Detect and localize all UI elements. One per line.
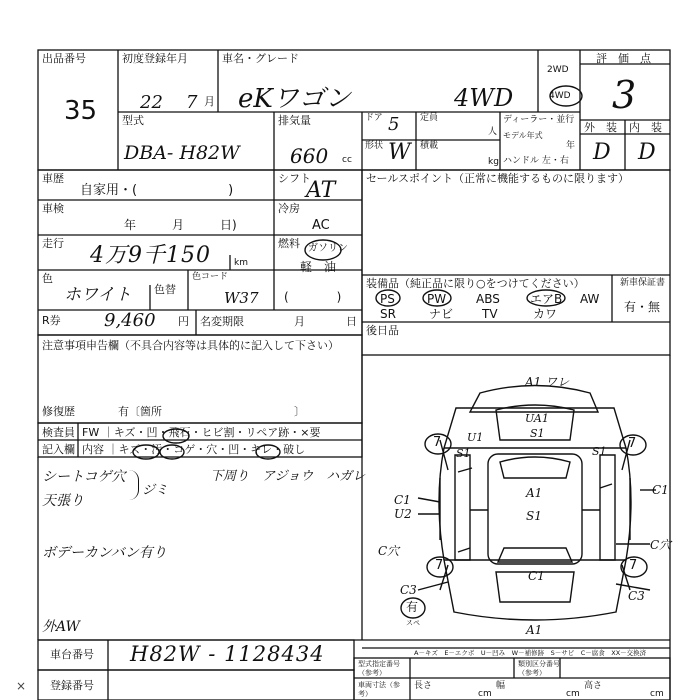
diag-a1-bottom: A1 xyxy=(526,623,543,637)
diag-c3-right: C3 xyxy=(628,589,645,603)
drive-opt-2wd: 2WD xyxy=(547,65,569,75)
shift-value: AT xyxy=(306,178,336,203)
color-code-label: 色コード xyxy=(192,272,229,282)
expiry-month: 月 xyxy=(294,315,305,328)
note-line4: 外AW xyxy=(42,619,80,635)
model-year-label: モデル年式 xyxy=(503,131,543,140)
equip-airbag: エアB xyxy=(530,292,563,306)
color-code-value: W37 xyxy=(224,289,259,307)
note-line1: シートコゲ穴 xyxy=(42,469,126,485)
note-line1b: ジミ xyxy=(142,483,169,498)
repair-value: 有〔箇所 〕 xyxy=(118,405,305,418)
dims-len-unit: cm xyxy=(478,689,492,699)
expiry-label: 名変期限 xyxy=(200,315,244,328)
fuel-light: 軽 油 xyxy=(300,260,337,274)
first-reg-month-unit: 月 xyxy=(204,95,215,108)
repair-label: 修復歴 xyxy=(42,405,75,418)
mileage-unit: km xyxy=(234,258,248,268)
door-label: ドア xyxy=(365,113,383,123)
bracket-mark xyxy=(128,470,139,500)
reg-label: 登録番号 xyxy=(50,679,94,692)
load-label: 積載 xyxy=(420,141,439,151)
expiry-day: 日 xyxy=(346,315,357,328)
warranty-value: 有・無 xyxy=(624,300,661,314)
fuel-paren: ( ) xyxy=(284,290,342,304)
diag-tire-rl: 7 xyxy=(435,558,444,573)
first-reg-month: 7 xyxy=(186,92,198,113)
inspector-label2: 記入欄 xyxy=(42,443,75,456)
car-diagram xyxy=(133,86,656,620)
ext-grade: D xyxy=(593,140,611,165)
r-unit: 円 xyxy=(178,315,189,328)
diag-s1-mid: S1 xyxy=(526,509,542,523)
diag-s1-roof: S1 xyxy=(530,427,545,440)
first-reg-year: 22 xyxy=(140,92,163,113)
dealer-label: ディーラー・並行 xyxy=(503,115,575,125)
shift-label: シフト xyxy=(278,172,311,185)
history-label: 車歴 xyxy=(42,172,64,185)
score-label: 評 価 点 xyxy=(596,52,651,65)
dims-label: 車両寸法（参考） xyxy=(358,681,400,698)
equip-pw: PW xyxy=(427,292,447,306)
type-label: 型式 xyxy=(122,114,144,127)
type-value: DBA- H82W xyxy=(124,142,240,164)
handle-label: ハンドル 左・右 xyxy=(503,156,569,166)
inspect-value: 年 月 日) xyxy=(124,218,237,232)
r-value: 9,460 xyxy=(104,310,156,331)
diag-spare: 有 xyxy=(406,600,419,614)
cap-unit: 人 xyxy=(488,127,498,137)
equip-sr: SR xyxy=(380,307,396,321)
after-label: 後日品 xyxy=(366,324,399,337)
disp-label: 排気量 xyxy=(278,114,311,127)
sales-label: セールスポイント（正常に機能するものに限ります） xyxy=(366,172,630,185)
disp-value: 660 xyxy=(290,144,329,168)
drive-opt-4wd: 4WD xyxy=(549,91,571,101)
diag-u2-left: U2 xyxy=(394,507,412,521)
fuel-label: 燃料 xyxy=(278,237,300,250)
dims-wid: 幅 xyxy=(496,681,506,691)
inspector-row2: 内容 ｜キズ・汚・コゲ・穴・凹・キレ・破し xyxy=(82,443,306,456)
dims-wid-unit: cm xyxy=(566,689,580,699)
shape-value: W xyxy=(388,140,411,165)
dims-len: 長さ xyxy=(414,681,433,691)
model-name: eKワゴン xyxy=(238,84,351,114)
diag-tire-rr: 7 xyxy=(629,558,638,573)
equip-leather: カワ xyxy=(533,307,558,321)
score-value: 3 xyxy=(612,73,637,117)
year-unit: 年 xyxy=(566,141,576,151)
diag-s1-right: S1 xyxy=(592,445,607,458)
color-change-label: 色替 xyxy=(154,283,176,296)
dims-hgt-unit: cm xyxy=(650,689,664,699)
diag-c1-left: C1 xyxy=(394,493,411,507)
diag-c-hole-left: C穴 xyxy=(378,544,400,558)
diag-top: A1 ワレ xyxy=(525,375,570,389)
dims-hgt: 高さ xyxy=(584,681,603,691)
diag-spare-label: スペ xyxy=(406,619,420,627)
history-value: 自家用・( ) xyxy=(80,183,234,198)
note-line2: 天張り xyxy=(42,493,84,509)
int-grade: D xyxy=(638,140,656,165)
fuel-gas: ガソリン xyxy=(308,243,348,254)
inspect-label: 車検 xyxy=(42,202,64,215)
disp-unit: cc xyxy=(342,155,352,165)
color-label: 色 xyxy=(42,272,53,285)
diag-c1-rear: C1 xyxy=(528,569,545,583)
diag-ua1: UA1 xyxy=(525,412,549,425)
r-label: R券 xyxy=(42,314,61,327)
inspector-row1: FW ｜キズ・凹・飛石・ヒビ割・リペア跡・×要 xyxy=(82,426,321,439)
class-label: 類別区分番号（参考） xyxy=(518,660,560,677)
equip-abs: ABS xyxy=(476,292,500,306)
equip-tv: TV xyxy=(482,307,498,321)
equip-ps: PS xyxy=(380,292,395,306)
drive-value: 4WD xyxy=(454,84,514,112)
note-line3: ボデーカンバン有り xyxy=(42,545,167,561)
equipment-label: 装備品（純正品に限り○をつけてください） xyxy=(366,277,585,290)
note-line1c: 下周り アジョウ ハガレ xyxy=(210,469,366,484)
equip-navi: ナビ xyxy=(429,307,454,321)
diag-u1: U1 xyxy=(467,431,484,444)
lot-number: 35 xyxy=(64,96,98,126)
shape-label: 形状 xyxy=(365,141,384,151)
diag-c-hole-right: C穴 xyxy=(650,538,672,552)
chassis-label: 車台番号 xyxy=(50,648,94,661)
margin-mark: × xyxy=(16,679,27,693)
ac-label: 冷房 xyxy=(278,202,300,215)
diag-tire-fr: 7 xyxy=(628,436,637,451)
legend: A－キズ E－エクボ U－凹み W－補修跡 S－サビ C－腐食 XX－交換済 xyxy=(414,649,647,657)
diag-c3-left: C3 xyxy=(400,583,417,597)
diag-s1-left: S1 xyxy=(456,447,471,460)
warranty-label: 新車保証書 xyxy=(620,278,666,288)
diag-tire-fl: 7 xyxy=(433,435,442,450)
int-label: 内 装 xyxy=(629,121,662,134)
diag-c1-right: C1 xyxy=(652,483,669,497)
ac-value: AC xyxy=(312,218,330,233)
mileage-label: 走行 xyxy=(42,237,64,250)
lot-label: 出品番号 xyxy=(42,52,86,65)
cert-label: 型式指定番号（参考） xyxy=(358,660,400,677)
model-name-label: 車名・グレード xyxy=(222,52,299,65)
door-value: 5 xyxy=(388,114,400,135)
diag-a1-mid: A1 xyxy=(526,486,543,500)
cap-label: 定員 xyxy=(420,113,439,123)
mileage-value: 4万9千150 xyxy=(90,243,211,268)
chassis-value: H82W - 1128434 xyxy=(130,642,325,666)
notes-label: 注意事項申告欄（不具合内容等は具体的に記入して下さい） xyxy=(42,339,339,352)
inspector-label1: 検査員 xyxy=(42,426,75,439)
equip-aw: AW xyxy=(580,292,600,306)
first-reg-label: 初度登録年月 xyxy=(122,52,188,65)
load-unit: kg xyxy=(488,157,499,167)
ext-label: 外 装 xyxy=(584,121,617,134)
color-value: ホワイト xyxy=(64,285,132,305)
